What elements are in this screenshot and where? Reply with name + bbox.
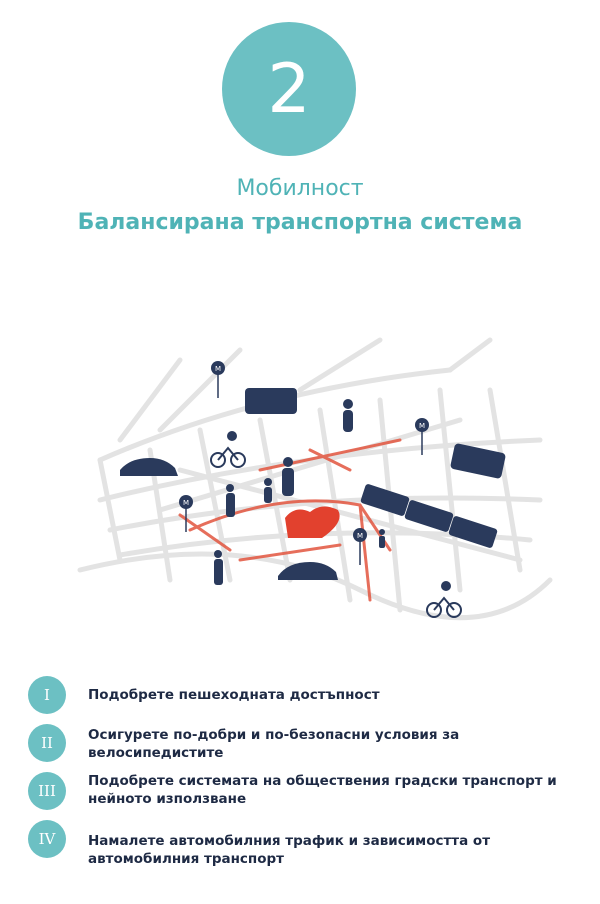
pedestrian-icon — [264, 478, 272, 503]
section-number-badge — [222, 22, 356, 156]
svg-text:M: M — [356, 532, 364, 540]
pedestrian-icon — [343, 399, 353, 432]
city-mobility-illustration — [60, 330, 560, 630]
svg-text:M: M — [182, 499, 190, 507]
cyclist-icon — [211, 432, 245, 467]
car-icon — [120, 458, 178, 476]
objective-text: Подобрете пешеходната достъпност — [88, 687, 380, 703]
section-number: 2 — [267, 49, 311, 129]
pedestrian-icon — [214, 550, 223, 585]
pedestrian-icon — [379, 529, 385, 548]
metro-pin — [179, 495, 193, 532]
cyclist-icon — [427, 582, 461, 617]
section-title: Балансирана транспортна система — [77, 210, 523, 235]
pedestrian-icon — [282, 457, 294, 496]
svg-text:M: M — [214, 365, 222, 373]
pedestrian-icon — [226, 484, 235, 517]
roman-numeral-badge: IV — [28, 820, 66, 858]
roman-numeral-badge: I — [28, 676, 66, 714]
svg-text:M: M — [418, 422, 426, 430]
bus-icon — [245, 388, 297, 414]
roman-numeral-badge: II — [28, 724, 66, 762]
objective-text: Намалете автомобилния трафик и зависимостта от автомобилния транспорт — [88, 833, 491, 867]
objective-text: Подобрете системата на обществения градски транспорт и нейното използване — [88, 773, 557, 807]
objective-text: Осигурете по-добри и по-безопасни условия за велосипедистите — [88, 727, 460, 761]
section-subtitle: Мобилност — [236, 176, 364, 201]
roman-numeral-badge: III — [28, 772, 66, 810]
